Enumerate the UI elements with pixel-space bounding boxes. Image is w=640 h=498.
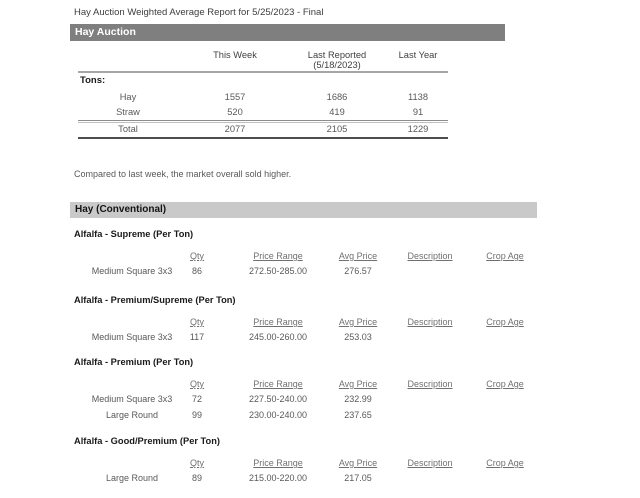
- column-header-qty: Qty: [189, 317, 204, 327]
- price-range-cell: 230.00-240.00: [248, 410, 308, 420]
- bale-type-cell: Large Round: [105, 410, 159, 420]
- price-range-cell: 215.00-220.00: [248, 473, 308, 483]
- qty-cell: 86: [191, 266, 202, 276]
- tons-row-value: 1138: [408, 92, 428, 102]
- qty-cell: 99: [191, 410, 202, 420]
- tons-row-value: 1686: [326, 92, 348, 102]
- tons-row-label: Total: [118, 124, 138, 134]
- bale-type-cell: Medium Square 3x3: [91, 332, 173, 342]
- avg-price-cell: 237.65: [344, 410, 372, 420]
- column-header-row: [70, 251, 545, 264]
- price-range-cell: 272.50-285.00: [248, 266, 308, 276]
- avg-price-cell: 276.57: [344, 266, 372, 276]
- commodity-section: [70, 229, 545, 291]
- tons-col-header-label: Last Year: [398, 50, 438, 60]
- table-row: [70, 266, 545, 280]
- column-header-row: [70, 379, 545, 392]
- tons-row-value: 1229: [407, 124, 429, 134]
- column-header-qty: Qty: [189, 379, 204, 389]
- column-header-price_range: Price Range: [253, 251, 303, 261]
- commodity-heading: Alfalfa - Premium/Supreme (Per Ton): [74, 295, 236, 305]
- table-row: [70, 332, 545, 346]
- column-header-avg_price: Avg Price: [338, 317, 378, 327]
- tons-col-header-subdate: (5/18/2023): [313, 60, 361, 70]
- bale-type-cell: Medium Square 3x3: [91, 394, 173, 404]
- tons-row-label: Straw: [116, 107, 140, 117]
- column-header-qty: Qty: [189, 251, 204, 261]
- table-row: [70, 410, 545, 424]
- tons-row-value: 2105: [326, 124, 348, 134]
- report-title: Hay Auction Weighted Average Report for 5/25/2023 - Final: [74, 7, 324, 18]
- column-header-crop_age: Crop Age: [486, 251, 524, 261]
- avg-price-cell: 232.99: [344, 394, 372, 404]
- column-header-avg_price: Avg Price: [338, 379, 378, 389]
- commodity-heading: Alfalfa - Premium (Per Ton): [74, 357, 194, 367]
- tons-group-label: Tons:: [80, 75, 106, 86]
- qty-cell: 72: [191, 394, 202, 404]
- column-header-price_range: Price Range: [253, 379, 303, 389]
- commodity-section: [70, 436, 545, 498]
- market-comment: Compared to last week, the market overall sold higher.: [74, 169, 292, 179]
- column-header-crop_age: Crop Age: [486, 379, 524, 389]
- tons-row-value: 520: [227, 107, 243, 117]
- commodity-section: [70, 357, 545, 419]
- column-header-description: Description: [407, 379, 453, 389]
- table-row: [70, 473, 545, 487]
- column-header-avg_price: Avg Price: [338, 458, 378, 468]
- column-header-qty: Qty: [189, 458, 204, 468]
- column-header-description: Description: [407, 458, 453, 468]
- tons-col-header-label: This Week: [213, 50, 257, 60]
- commodity-section: [70, 295, 545, 357]
- tons-row-label: Hay: [119, 92, 137, 102]
- tons-row-value: 1557: [224, 92, 246, 102]
- qty-cell: 89: [191, 473, 202, 483]
- column-header-row: [70, 458, 545, 471]
- bale-type-cell: Medium Square 3x3: [91, 266, 173, 276]
- tons-row-value: 91: [412, 107, 424, 117]
- avg-price-cell: 217.05: [344, 473, 372, 483]
- tons-col-header-label: Last Reported: [307, 50, 367, 60]
- column-header-row: [70, 317, 545, 330]
- avg-price-cell: 253.03: [344, 332, 372, 342]
- commodity-heading: Alfalfa - Supreme (Per Ton): [74, 229, 194, 239]
- table-row: [70, 394, 545, 408]
- tons-row-value: 2077: [224, 124, 246, 134]
- price-range-cell: 227.50-240.00: [248, 394, 308, 404]
- tons-row-value: 419: [329, 107, 345, 117]
- column-header-price_range: Price Range: [253, 317, 303, 327]
- hay-auction-section-bar-label: Hay Auction: [75, 26, 136, 38]
- column-header-crop_age: Crop Age: [486, 458, 524, 468]
- column-header-crop_age: Crop Age: [486, 317, 524, 327]
- commodity-heading: Alfalfa - Good/Premium (Per Ton): [74, 436, 221, 446]
- column-header-price_range: Price Range: [253, 458, 303, 468]
- qty-cell: 117: [189, 332, 205, 342]
- column-header-description: Description: [407, 317, 453, 327]
- hay-conventional-section-bar-label: Hay (Conventional): [75, 204, 167, 215]
- bale-type-cell: Large Round: [105, 473, 159, 483]
- price-range-cell: 245.00-260.00: [248, 332, 308, 342]
- column-header-description: Description: [407, 251, 453, 261]
- column-header-avg_price: Avg Price: [338, 251, 378, 261]
